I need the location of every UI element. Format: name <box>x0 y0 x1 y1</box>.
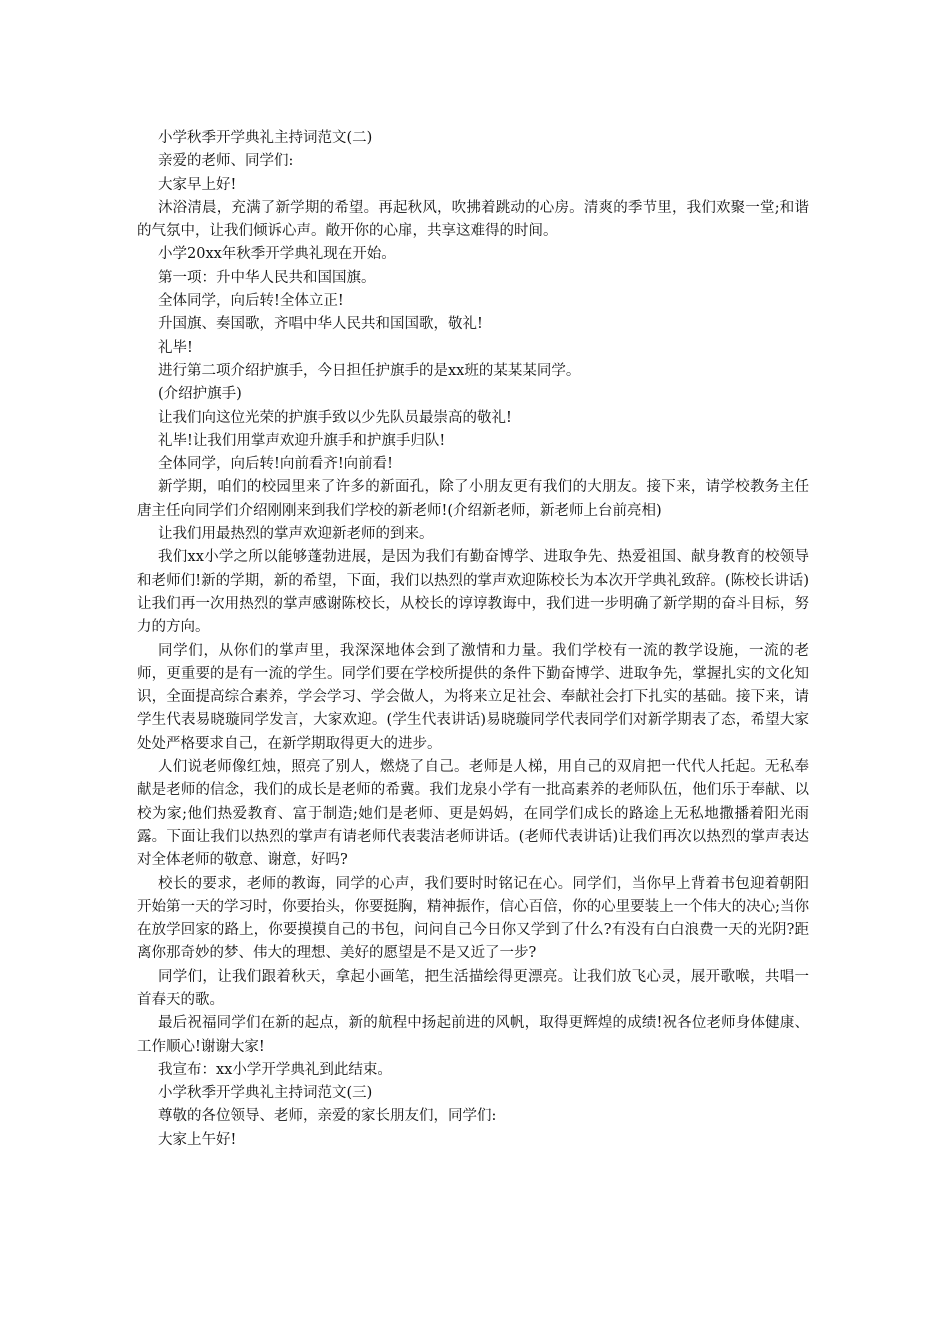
paragraph: 我们xx小学之所以能够蓬勃进展，是因为我们有勤奋博学、进取争先、热爱祖国、献身教育的校领导和老师们!新的学期，新的希望，下面，我们以热烈的掌声欢迎陈校长为本次开学典礼致辞。(陈校长讲话) 让我们再一次用热烈的掌声感谢陈校长，从校长的谆谆教诲中，我们进一步明确了新学期的奋斗目标，努力的方向。 <box>137 549 809 636</box>
paragraph: 同学们，从你们的掌声里，我深深地体会到了激情和力量。我们学校有一流的教学设施，一流的老师，更重要的是有一流的学生。同学们要在学校所提供的条件下勤奋博学、进取争先，掌握扎实的文化知识，全面提高综合素养，学会学习、学会做人，为将来立足社会、奉献社会打下扎实的基础。接下来，请学生代表易晓璇同学发言，大家欢迎。(学生代表讲话)易晓璇同学代表同学们对新学期表了态，希望大家处处严格要求自己，在新学期取得更大的进步。 <box>137 642 809 752</box>
paragraph: 校长的要求，老师的教诲，同学的心声，我们要时时铭记在心。同学们，当你早上背着书包迎着朝阳开始第一天的学习时，你要抬头，你要挺胸，精神振作，信心百倍，你的心里要装上一个伟大的决心;当你在放学回家的路上，你要摸摸自己的书包，问问自己今日你又学到了什么?有没有白白浪费一天的光阴?距离你那奇妙的梦、伟大的理想、美好的愿望是不是又近了一步? <box>137 875 809 962</box>
paragraph: 小学20xx年秋季开学典礼现在开始。 <box>158 246 396 263</box>
section-title: 小学秋季开学典礼主持词范文(三) <box>158 1085 373 1102</box>
paragraph: 第一项：升中华人民共和国国旗。 <box>158 269 376 286</box>
greeting: 大家上午好! <box>158 1131 237 1148</box>
paragraph: 我宣布：xx小学开学典礼到此结束。 <box>158 1061 392 1078</box>
paragraph: 全体同学，向后转!向前看齐!向前看! <box>158 456 393 473</box>
paragraph: 最后祝福同学们在新的起点，新的航程中扬起前进的风帆，取得更辉煌的成绩!祝各位老师身体健康、工作顺心!谢谢大家! <box>137 1015 809 1055</box>
paragraph: 礼毕! <box>158 339 193 356</box>
paragraph: 升国旗、奏国歌，齐唱中华人民共和国国歌，敬礼! <box>158 316 483 333</box>
greeting: 亲爱的老师、同学们: <box>158 153 294 170</box>
greeting: 大家早上好! <box>158 176 237 193</box>
paragraph: (介绍护旗手) <box>158 386 242 403</box>
greeting: 尊敬的各位领导、老师，亲爱的家长朋友们，同学们: <box>158 1108 497 1125</box>
section-title: 小学秋季开学典礼主持词范文(二) <box>158 130 373 146</box>
paragraph: 全体同学，向后转!全体立正! <box>158 293 344 310</box>
paragraph: 人们说老师像红烛，照亮了别人，燃烧了自己。老师是人梯，用自己的双肩把一代代人托起。无私奉献是老师的信念，我们的成长是老师的希冀。我们龙泉小学有一批高素养的老师队伍，他们乐于奉献、以校为家;他们热爱教育、富于制造;她们是老师、更是妈妈，在同学们成长的路途上无私地撒播着阳光雨露。下面让我们以热烈的掌声有请老师代表裴洁老师讲话。(老师代表讲话)让我们再次以热烈的掌声表达对全体老师的敬意、谢意，好吗? <box>137 759 809 869</box>
paragraph: 同学们，让我们跟着秋天，拿起小画笔，把生活描绘得更漂亮。让我们放飞心灵，展开歌喉，共唱一首春天的歌。 <box>137 968 809 1008</box>
paragraph: 沐浴清晨，充满了新学期的希望。再起秋风，吹拂着跳动的心房。清爽的季节里，我们欢聚一堂;和谐的气氛中，让我们倾诉心声。敞开你的心扉，共享这难得的时间。 <box>137 199 809 240</box>
document-body <box>137 127 809 1152</box>
paragraph: 让我们向这位光荣的护旗手致以少先队员最崇高的敬礼! <box>158 409 512 426</box>
paragraph: 新学期，咱们的校园里来了许多的新面孔，除了小朋友更有我们的大朋友。接下来，请学校教务主任唐主任向同学们介绍刚刚来到我们学校的新老师!(介绍新老师，新老师上台前亮相) <box>137 479 809 519</box>
paragraph: 进行第二项介绍护旗手，今日担任护旗手的是xx班的某某某同学。 <box>158 362 581 379</box>
paragraph: 让我们用最热烈的掌声欢迎新老师的到来。 <box>158 526 434 543</box>
paragraph: 礼毕!让我们用掌声欢迎升旗手和护旗手归队! <box>158 432 446 449</box>
